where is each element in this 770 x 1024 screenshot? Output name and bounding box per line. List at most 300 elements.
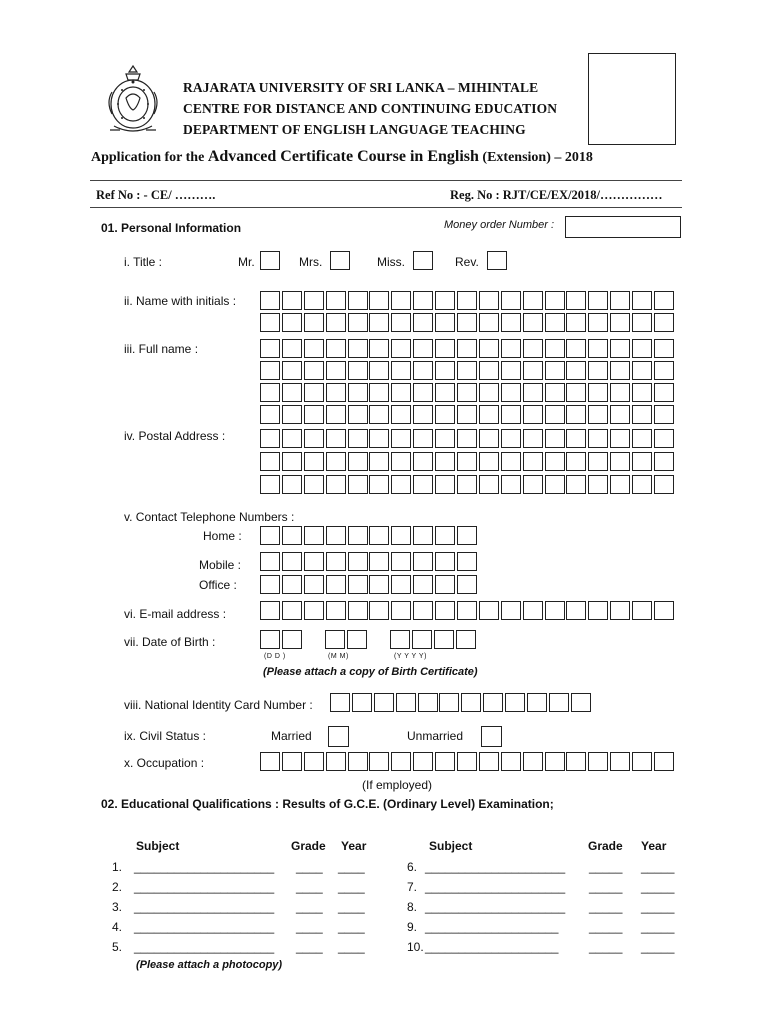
dob-day-input[interactable] [260,630,304,649]
input-cell[interactable] [282,429,302,448]
year-field[interactable]: _____ [641,880,675,894]
input-cell[interactable] [304,429,324,448]
year-field[interactable]: ____ [338,940,365,954]
input-cell[interactable] [391,429,411,448]
input-cell[interactable] [352,693,372,712]
input-cell[interactable] [347,630,367,649]
input-cell[interactable] [304,752,324,771]
input-cell[interactable] [326,552,346,571]
input-cell[interactable] [545,361,565,380]
input-cell[interactable] [523,601,543,620]
input-cell[interactable] [304,339,324,358]
input-cell[interactable] [632,339,652,358]
input-cell[interactable] [588,452,608,471]
postal-address-row-2[interactable] [260,452,676,471]
input-cell[interactable] [632,475,652,494]
input-cell[interactable] [260,339,280,358]
input-cell[interactable] [374,693,394,712]
input-cell[interactable] [326,291,346,310]
mobile-phone-input[interactable] [260,552,479,571]
input-cell[interactable] [348,361,368,380]
input-cell[interactable] [348,575,368,594]
input-cell[interactable] [457,339,477,358]
email-input[interactable] [260,601,676,620]
nic-input[interactable] [330,693,593,712]
input-cell[interactable] [348,601,368,620]
input-cell[interactable] [545,452,565,471]
input-cell[interactable] [566,339,586,358]
input-cell[interactable] [326,429,346,448]
input-cell[interactable] [588,601,608,620]
input-cell[interactable] [654,339,674,358]
input-cell[interactable] [632,291,652,310]
input-cell[interactable] [282,339,302,358]
input-cell[interactable] [348,752,368,771]
grade-field[interactable]: ____ [296,900,323,914]
subject-field[interactable]: ____________________ [425,940,559,954]
input-cell[interactable] [632,313,652,332]
input-cell[interactable] [610,475,630,494]
input-cell[interactable] [304,313,324,332]
input-cell[interactable] [457,313,477,332]
input-cell[interactable] [479,475,499,494]
input-cell[interactable] [304,383,324,402]
input-cell[interactable] [439,693,459,712]
input-cell[interactable] [654,291,674,310]
full-name-row-2[interactable] [260,361,676,380]
input-cell[interactable] [435,291,455,310]
input-cell[interactable] [523,383,543,402]
input-cell[interactable] [348,475,368,494]
input-cell[interactable] [654,452,674,471]
input-cell[interactable] [610,752,630,771]
input-cell[interactable] [632,452,652,471]
input-cell[interactable] [369,383,389,402]
input-cell[interactable] [457,291,477,310]
input-cell[interactable] [654,752,674,771]
grade-field[interactable]: ____ [296,860,323,874]
grade-field[interactable]: _____ [589,920,623,934]
input-cell[interactable] [326,452,346,471]
input-cell[interactable] [413,405,433,424]
input-cell[interactable] [610,313,630,332]
input-cell[interactable] [479,313,499,332]
input-cell[interactable] [369,429,389,448]
input-cell[interactable] [326,339,346,358]
input-cell[interactable] [435,383,455,402]
input-cell[interactable] [282,526,302,545]
input-cell[interactable] [545,291,565,310]
input-cell[interactable] [282,552,302,571]
input-cell[interactable] [588,429,608,448]
input-cell[interactable] [369,552,389,571]
input-cell[interactable] [326,601,346,620]
input-cell[interactable] [413,475,433,494]
input-cell[interactable] [501,601,521,620]
title-mrs-checkbox[interactable] [330,251,350,270]
input-cell[interactable] [654,475,674,494]
input-cell[interactable] [304,575,324,594]
input-cell[interactable] [435,429,455,448]
input-cell[interactable] [348,405,368,424]
input-cell[interactable] [326,361,346,380]
input-cell[interactable] [457,475,477,494]
input-cell[interactable] [369,339,389,358]
input-cell[interactable] [260,575,280,594]
input-cell[interactable] [610,452,630,471]
input-cell[interactable] [505,693,525,712]
subject-field[interactable]: _____________________ [134,940,275,954]
input-cell[interactable] [282,361,302,380]
input-cell[interactable] [566,405,586,424]
input-cell[interactable] [304,475,324,494]
input-cell[interactable] [326,526,346,545]
input-cell[interactable] [391,405,411,424]
year-field[interactable]: ____ [338,900,365,914]
input-cell[interactable] [523,405,543,424]
input-cell[interactable] [545,405,565,424]
input-cell[interactable] [501,405,521,424]
input-cell[interactable] [304,552,324,571]
input-cell[interactable] [457,405,477,424]
input-cell[interactable] [369,575,389,594]
grade-field[interactable]: _____ [589,900,623,914]
input-cell[interactable] [435,752,455,771]
input-cell[interactable] [527,693,547,712]
input-cell[interactable] [413,313,433,332]
input-cell[interactable] [610,405,630,424]
input-cell[interactable] [435,526,455,545]
full-name-row-3[interactable] [260,383,676,402]
input-cell[interactable] [282,630,302,649]
dob-month-input[interactable] [325,630,369,649]
input-cell[interactable] [369,313,389,332]
input-cell[interactable] [523,291,543,310]
input-cell[interactable] [654,383,674,402]
input-cell[interactable] [260,361,280,380]
input-cell[interactable] [260,291,280,310]
input-cell[interactable] [610,339,630,358]
input-cell[interactable] [523,361,543,380]
input-cell[interactable] [501,339,521,358]
input-cell[interactable] [326,313,346,332]
input-cell[interactable] [413,339,433,358]
input-cell[interactable] [654,601,674,620]
input-cell[interactable] [457,361,477,380]
input-cell[interactable] [412,630,432,649]
input-cell[interactable] [501,475,521,494]
input-cell[interactable] [391,313,411,332]
input-cell[interactable] [501,361,521,380]
input-cell[interactable] [479,752,499,771]
input-cell[interactable] [282,475,302,494]
input-cell[interactable] [588,313,608,332]
input-cell[interactable] [304,361,324,380]
input-cell[interactable] [632,383,652,402]
input-cell[interactable] [435,601,455,620]
grade-field[interactable]: ____ [296,880,323,894]
input-cell[interactable] [479,429,499,448]
input-cell[interactable] [545,601,565,620]
input-cell[interactable] [348,452,368,471]
input-cell[interactable] [588,291,608,310]
input-cell[interactable] [391,452,411,471]
input-cell[interactable] [457,552,477,571]
input-cell[interactable] [435,313,455,332]
input-cell[interactable] [391,552,411,571]
input-cell[interactable] [457,752,477,771]
input-cell[interactable] [523,752,543,771]
input-cell[interactable] [260,383,280,402]
input-cell[interactable] [456,630,476,649]
input-cell[interactable] [391,526,411,545]
input-cell[interactable] [418,693,438,712]
input-cell[interactable] [435,552,455,571]
input-cell[interactable] [282,575,302,594]
input-cell[interactable] [369,452,389,471]
input-cell[interactable] [654,429,674,448]
input-cell[interactable] [304,526,324,545]
input-cell[interactable] [566,291,586,310]
input-cell[interactable] [282,313,302,332]
input-cell[interactable] [391,291,411,310]
name-initials-row-2[interactable] [260,313,676,332]
input-cell[interactable] [282,383,302,402]
input-cell[interactable] [588,383,608,402]
input-cell[interactable] [610,429,630,448]
input-cell[interactable] [330,693,350,712]
input-cell[interactable] [435,475,455,494]
input-cell[interactable] [457,429,477,448]
postal-address-row-3[interactable] [260,475,676,494]
input-cell[interactable] [369,475,389,494]
input-cell[interactable] [304,601,324,620]
grade-field[interactable]: ____ [296,940,323,954]
input-cell[interactable] [369,601,389,620]
input-cell[interactable] [260,475,280,494]
input-cell[interactable] [501,383,521,402]
input-cell[interactable] [566,429,586,448]
input-cell[interactable] [588,361,608,380]
input-cell[interactable] [260,313,280,332]
input-cell[interactable] [282,405,302,424]
input-cell[interactable] [304,291,324,310]
full-name-row-1[interactable] [260,339,676,358]
input-cell[interactable] [654,361,674,380]
input-cell[interactable] [435,575,455,594]
input-cell[interactable] [479,383,499,402]
year-field[interactable]: _____ [641,940,675,954]
input-cell[interactable] [571,693,591,712]
home-phone-input[interactable] [260,526,479,545]
year-field[interactable]: _____ [641,860,675,874]
input-cell[interactable] [391,601,411,620]
input-cell[interactable] [369,405,389,424]
input-cell[interactable] [545,313,565,332]
input-cell[interactable] [348,339,368,358]
input-cell[interactable] [434,630,454,649]
year-field[interactable]: ____ [338,880,365,894]
subject-field[interactable]: _____________________ [134,880,275,894]
input-cell[interactable] [304,452,324,471]
input-cell[interactable] [413,601,433,620]
input-cell[interactable] [632,405,652,424]
input-cell[interactable] [413,552,433,571]
year-field[interactable]: ____ [338,920,365,934]
input-cell[interactable] [326,405,346,424]
input-cell[interactable] [610,361,630,380]
input-cell[interactable] [549,693,569,712]
input-cell[interactable] [523,313,543,332]
input-cell[interactable] [566,752,586,771]
input-cell[interactable] [369,361,389,380]
input-cell[interactable] [545,475,565,494]
title-rev-checkbox[interactable] [487,251,507,270]
input-cell[interactable] [260,552,280,571]
postal-address-row-1[interactable] [260,429,676,448]
input-cell[interactable] [610,601,630,620]
input-cell[interactable] [610,291,630,310]
input-cell[interactable] [588,339,608,358]
input-cell[interactable] [457,601,477,620]
grade-field[interactable]: _____ [589,880,623,894]
input-cell[interactable] [545,383,565,402]
grade-field[interactable]: _____ [589,860,623,874]
input-cell[interactable] [632,752,652,771]
input-cell[interactable] [457,526,477,545]
input-cell[interactable] [435,339,455,358]
input-cell[interactable] [369,752,389,771]
input-cell[interactable] [260,752,280,771]
money-order-input[interactable] [565,216,681,238]
title-mr-checkbox[interactable] [260,251,280,270]
married-checkbox[interactable] [328,726,349,747]
year-field[interactable]: _____ [641,900,675,914]
input-cell[interactable] [282,601,302,620]
input-cell[interactable] [391,575,411,594]
input-cell[interactable] [326,475,346,494]
input-cell[interactable] [413,575,433,594]
input-cell[interactable] [610,383,630,402]
office-phone-input[interactable] [260,575,479,594]
input-cell[interactable] [545,339,565,358]
input-cell[interactable] [348,383,368,402]
input-cell[interactable] [479,291,499,310]
input-cell[interactable] [435,405,455,424]
input-cell[interactable] [501,291,521,310]
subject-field[interactable]: _____________________ [425,880,566,894]
input-cell[interactable] [479,361,499,380]
input-cell[interactable] [413,752,433,771]
input-cell[interactable] [545,429,565,448]
input-cell[interactable] [566,601,586,620]
input-cell[interactable] [479,339,499,358]
input-cell[interactable] [566,383,586,402]
input-cell[interactable] [632,429,652,448]
input-cell[interactable] [566,313,586,332]
year-field[interactable]: _____ [641,920,675,934]
subject-field[interactable]: _____________________ [425,900,566,914]
input-cell[interactable] [326,383,346,402]
input-cell[interactable] [632,601,652,620]
input-cell[interactable] [348,429,368,448]
input-cell[interactable] [588,752,608,771]
input-cell[interactable] [260,630,280,649]
subject-field[interactable]: _____________________ [134,920,275,934]
input-cell[interactable] [391,361,411,380]
input-cell[interactable] [479,601,499,620]
input-cell[interactable] [326,575,346,594]
input-cell[interactable] [413,429,433,448]
input-cell[interactable] [391,752,411,771]
input-cell[interactable] [369,291,389,310]
input-cell[interactable] [260,601,280,620]
input-cell[interactable] [566,361,586,380]
input-cell[interactable] [501,429,521,448]
input-cell[interactable] [282,752,302,771]
input-cell[interactable] [348,291,368,310]
input-cell[interactable] [390,630,410,649]
name-initials-row-1[interactable] [260,291,676,310]
input-cell[interactable] [260,405,280,424]
input-cell[interactable] [413,452,433,471]
subject-field[interactable]: _____________________ [134,860,275,874]
input-cell[interactable] [348,313,368,332]
input-cell[interactable] [391,339,411,358]
subject-field[interactable]: _____________________ [425,860,566,874]
grade-field[interactable]: _____ [589,940,623,954]
input-cell[interactable] [483,693,503,712]
input-cell[interactable] [326,752,346,771]
input-cell[interactable] [501,452,521,471]
input-cell[interactable] [260,526,280,545]
occupation-input[interactable] [260,752,676,771]
input-cell[interactable] [523,339,543,358]
input-cell[interactable] [501,752,521,771]
input-cell[interactable] [260,429,280,448]
input-cell[interactable] [588,405,608,424]
input-cell[interactable] [523,429,543,448]
input-cell[interactable] [260,452,280,471]
input-cell[interactable] [435,361,455,380]
input-cell[interactable] [479,405,499,424]
input-cell[interactable] [632,361,652,380]
input-cell[interactable] [457,452,477,471]
input-cell[interactable] [654,405,674,424]
year-field[interactable]: ____ [338,860,365,874]
input-cell[interactable] [413,291,433,310]
input-cell[interactable] [413,361,433,380]
dob-year-input[interactable] [390,630,478,649]
input-cell[interactable] [566,452,586,471]
input-cell[interactable] [461,693,481,712]
input-cell[interactable] [457,383,477,402]
input-cell[interactable] [413,383,433,402]
input-cell[interactable] [282,291,302,310]
title-miss-checkbox[interactable] [413,251,433,270]
input-cell[interactable] [304,405,324,424]
input-cell[interactable] [654,313,674,332]
grade-field[interactable]: ____ [296,920,323,934]
input-cell[interactable] [523,475,543,494]
unmarried-checkbox[interactable] [481,726,502,747]
subject-field[interactable]: _____________________ [134,900,275,914]
input-cell[interactable] [369,526,389,545]
input-cell[interactable] [325,630,345,649]
input-cell[interactable] [479,452,499,471]
input-cell[interactable] [435,452,455,471]
input-cell[interactable] [413,526,433,545]
